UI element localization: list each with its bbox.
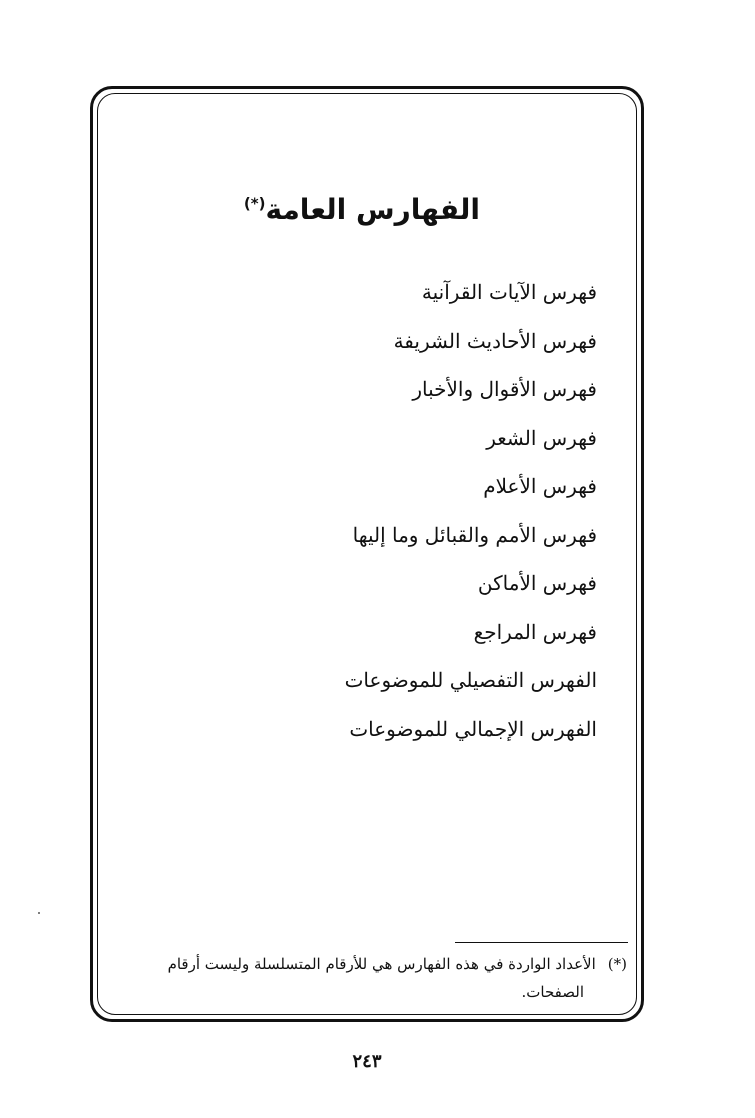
page-title-text: الفهارس العامة bbox=[265, 193, 480, 226]
index-list-item: الفهرس الإجمالي للموضوعات bbox=[349, 716, 597, 741]
footnote bbox=[115, 950, 627, 1006]
index-list-item: فهرس المراجع bbox=[473, 619, 597, 644]
footnote-line-2: الصفحات. bbox=[521, 983, 584, 1001]
index-list-item: فهرس الشعر bbox=[486, 425, 597, 450]
index-list-item: فهرس الأحاديث الشريفة bbox=[393, 328, 597, 353]
index-list-item: فهرس الآيات القرآنية bbox=[421, 280, 597, 304]
page-title bbox=[150, 188, 480, 232]
index-list-item: فهرس الأمم والقبائل وما إليها bbox=[352, 522, 597, 547]
footnote-line-1: الأعداد الواردة في هذه الفهارس هي للأرقام المتسلسلة وليست أرقام bbox=[167, 955, 596, 973]
footnote-separator bbox=[455, 942, 628, 943]
page-number: ٢٤٣ bbox=[352, 1051, 382, 1072]
index-list-item: فهرس الأقوال والأخبار bbox=[412, 377, 597, 401]
index-list-item: الفهرس التفصيلي للموضوعات bbox=[344, 668, 597, 692]
index-list bbox=[300, 268, 597, 753]
footnote-mark: (*) bbox=[607, 955, 627, 973]
title-footnote-mark: (*) bbox=[243, 194, 266, 213]
index-list-item: فهرس الأعلام bbox=[483, 474, 597, 498]
index-list-item: فهرس الأماكن bbox=[477, 571, 597, 595]
scan-speck bbox=[38, 912, 40, 914]
